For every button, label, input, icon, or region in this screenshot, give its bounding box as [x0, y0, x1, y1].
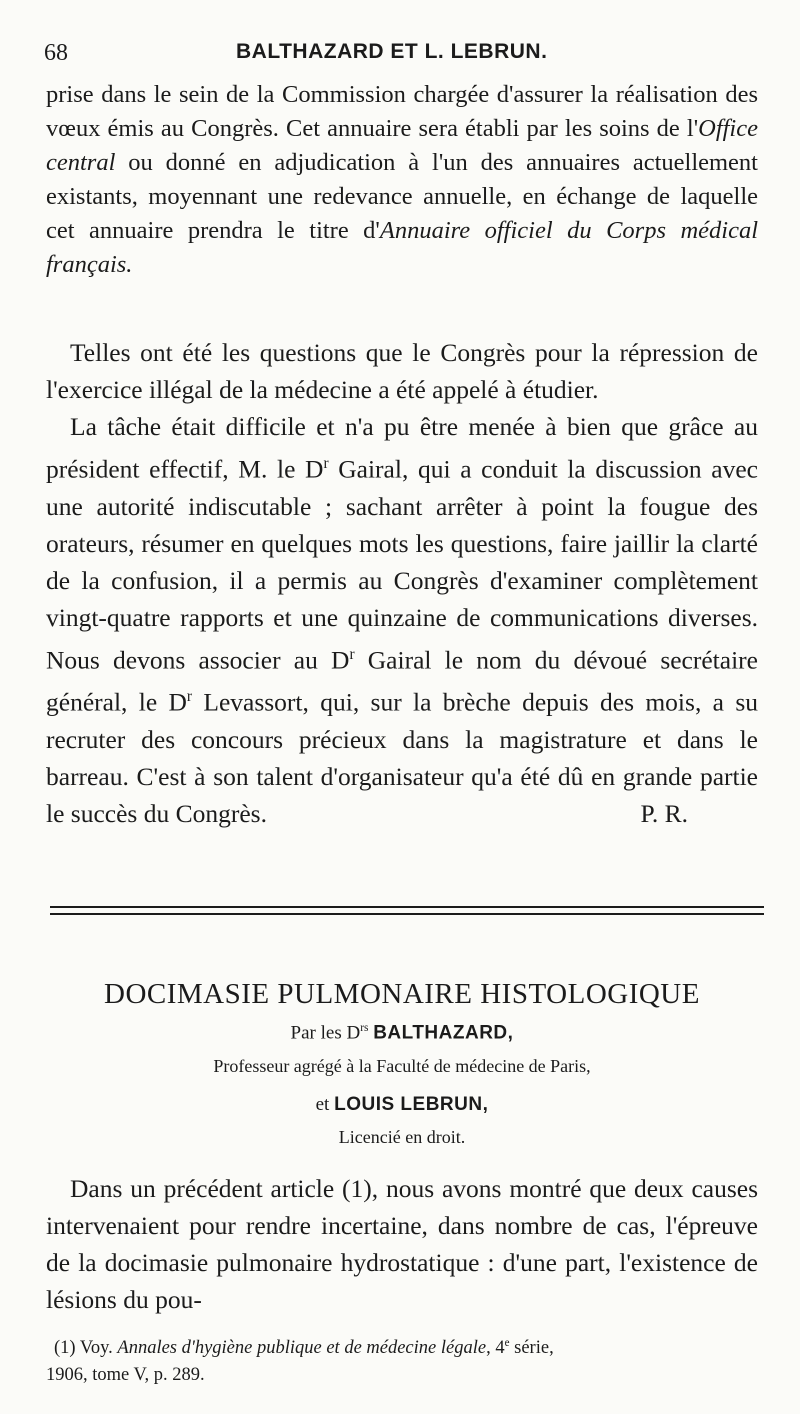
footnote-line [46, 1330, 758, 1362]
paragraph-tache [46, 408, 758, 832]
text-run: , 4 [486, 1338, 505, 1359]
conjunction: et [315, 1094, 330, 1115]
text-run: prise dans le sein de la Commission chargée d'assurer la réalisation des vœux émis au Congrès. Cet annuaire sera établi par les soins de l' [46, 81, 758, 142]
author-affiliation: Licencié en droit. [338, 1127, 466, 1147]
text-run: Gairal, qui a conduit la discussion avec une autorité indiscutable ; sachant arrêter à point la fougue des orateurs, résumer en quelques mots les questions, faire jaillir la clarté de la confusion, il a permis au Congrès d'examiner complètement vingt-quatre rapports et une quinzaine de communications diverses. Nous devons associer au D [46, 454, 758, 674]
divider-rule [50, 906, 764, 908]
divider-rule [50, 913, 764, 915]
superscript: rs [360, 1022, 369, 1034]
superscript: r [186, 688, 193, 705]
author-affiliation: Professeur agrégé à la Faculté de médecine de Paris, [213, 1056, 591, 1076]
page-number: 68 [44, 40, 68, 66]
italic-run: Annuaire officiel du Corps médical français. [46, 217, 758, 278]
superscript: e [504, 1337, 510, 1349]
paragraph-text: Dans un précédent article (1), nous avons montré que deux causes intervenaient pour rendre incertaine, dans nombre de cas, l'épreuve de la docimasie pulmonaire hydrostatique : d'une part, l'existence de lésions du pou- [46, 1174, 758, 1314]
superscript: r [349, 645, 355, 663]
text-run: Levassort, qui, sur la brèche depuis des mois, a su recruter des concours précieux dans la magistrature et dans le barreau. C'est à son talent d'organisateur qu'a été dû en grande partie le succès du Congrès. [46, 687, 758, 828]
italic-run: Annales d'hygiène publique et de médecine légale [117, 1338, 487, 1359]
running-title: BALTHAZARD ET L. LEBRUN. [236, 40, 548, 63]
article-title: DOCIMASIE PULMONAIRE HISTOLOGIQUE [104, 978, 700, 1010]
continued-paragraph [46, 78, 758, 282]
text-run: série, [509, 1338, 554, 1359]
author-name: LOUIS LEBRUN, [334, 1094, 489, 1115]
footnote-line: 1906, tome V, p. 289. [46, 1365, 205, 1386]
footnote [46, 1330, 758, 1389]
superscript: r [323, 455, 329, 472]
article-body [46, 1170, 758, 1318]
conclusion-section [46, 334, 758, 832]
text-run: (1) Voy. [54, 1338, 118, 1359]
paragraph-telles: Telles ont été les questions que le Congrès pour la répression de l'exercice illégal de la médecine a été appelé à étudier. [46, 338, 758, 404]
paragraph-text [46, 78, 758, 282]
byline-authors [46, 1022, 758, 1044]
byline-second-author [46, 1094, 758, 1116]
author-name: BALTHAZARD, [373, 1022, 514, 1044]
signature: P. R. [640, 798, 688, 828]
page-header [44, 40, 760, 70]
text-run: Gairal le nom du dévoué secrétaire général, le D [46, 645, 758, 717]
text-run: La tâche était difficile et n'a pu être menée à bien que grâce au président effectif, M. le D [46, 412, 758, 484]
italic-run: Office central [46, 115, 758, 176]
text-run: ou donné en adjudication à l'un des annuaires actuellement existants, moyennant une redevance annuelle, en échange de laquelle cet annuaire prendra le titre d' [46, 149, 758, 244]
byline-prefix: Par les D [290, 1022, 361, 1044]
